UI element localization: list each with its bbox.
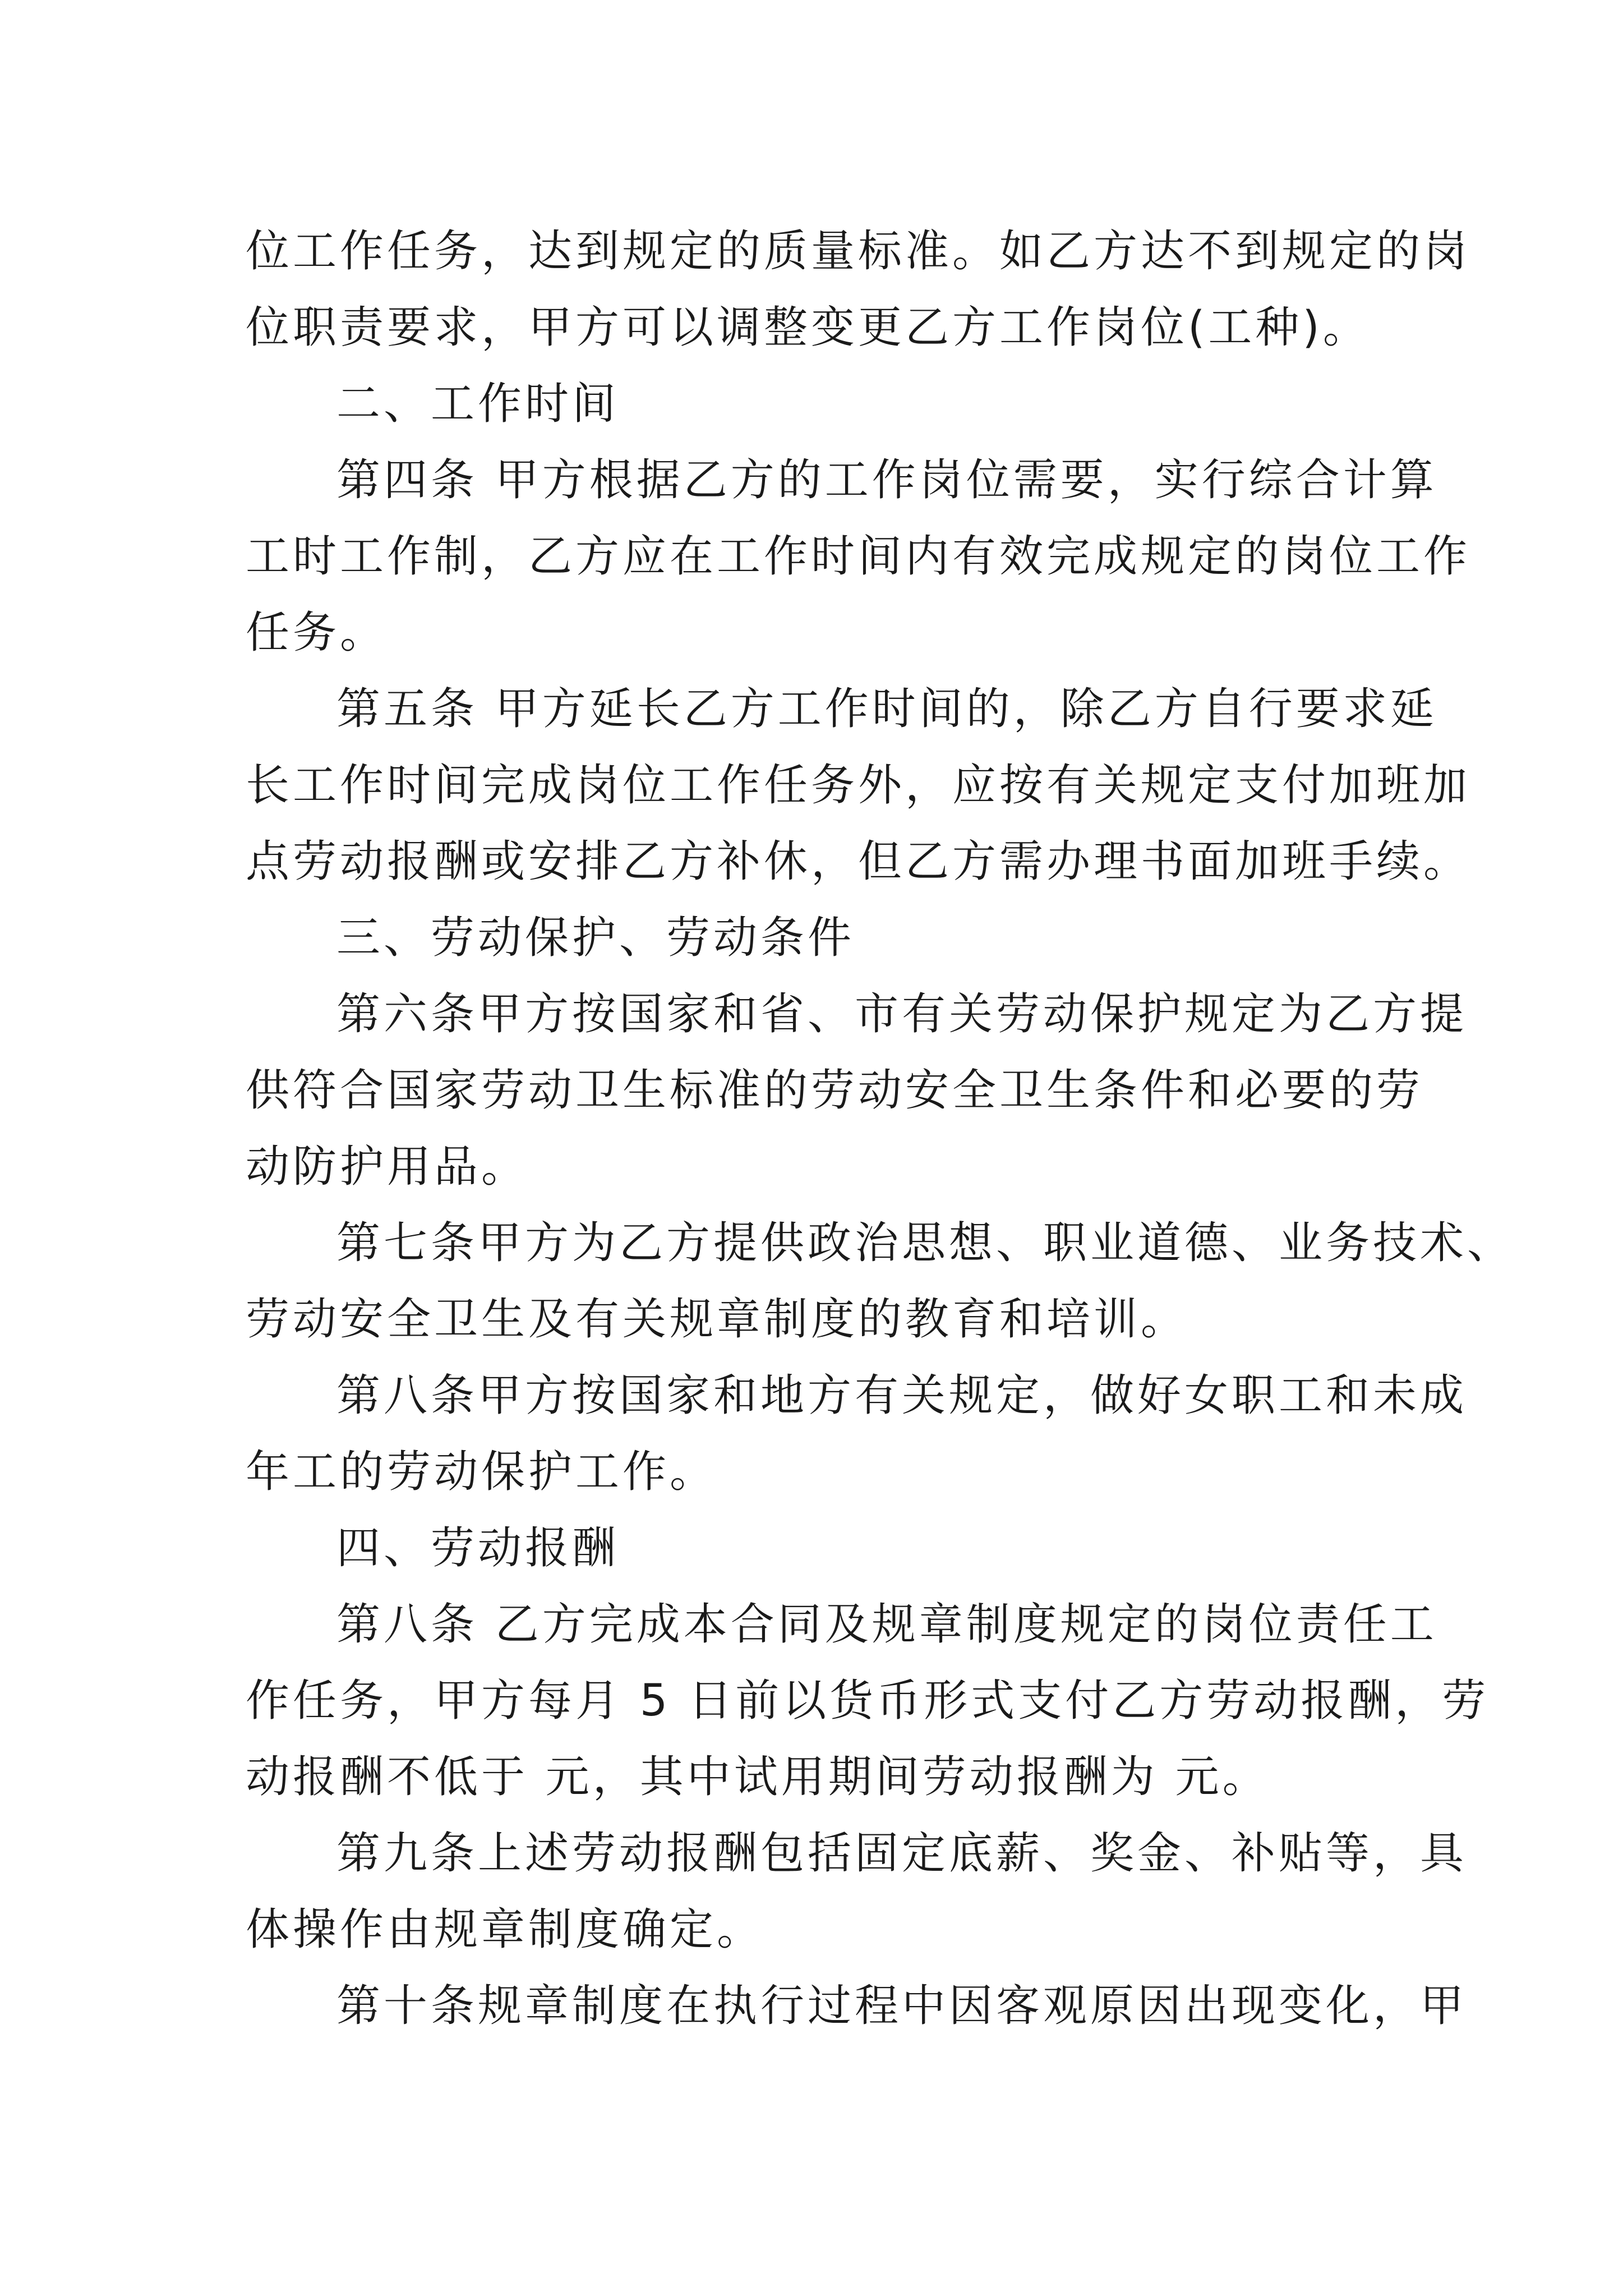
text-line: 第十条规章制度在执行过程中因客观原因出现变化，甲 bbox=[336, 1981, 1468, 2031]
text-line: 动防护用品。 bbox=[246, 1142, 529, 1192]
text-line: 第八条 乙方完成本合同及规章制度规定的岗位责任工 bbox=[336, 1599, 1437, 1650]
text-line: 长工作时间完成岗位工作任务外，应按有关规定支付加班加 bbox=[246, 760, 1471, 811]
text-line: 第六条甲方按国家和省、市有关劳动保护规定为乙方提 bbox=[336, 989, 1468, 1039]
text-line: 劳动安全卫生及有关规章制度的教育和培训。 bbox=[246, 1294, 1188, 1345]
section-heading: 四、劳动报酬 bbox=[336, 1523, 620, 1573]
text-line: 年工的劳动保护工作。 bbox=[246, 1447, 717, 1497]
text-line: 供符合国家劳动卫生标准的劳动安全卫生条件和必要的劳 bbox=[246, 1065, 1424, 1116]
text-line: 动报酬不低于 元，其中试用期间劳动报酬为 元。 bbox=[246, 1752, 1270, 1802]
text-line: 第七条甲方为乙方提供政治思想、职业道德、业务技术、 bbox=[336, 1218, 1515, 1268]
section-heading: 三、劳动保护、劳动条件 bbox=[336, 913, 855, 963]
text-line: 体操作由规章制度确定。 bbox=[246, 1904, 764, 1955]
text-line: 任务。 bbox=[246, 608, 388, 658]
text-line: 位职责要求，甲方可以调整变更乙方工作岗位(工种)。 bbox=[246, 302, 1370, 353]
text-line: 第八条甲方按国家和地方有关规定，做好女职工和未成 bbox=[336, 1370, 1468, 1421]
text-line: 作任务，甲方每月 5 日前以货币形式支付乙方劳动报酬，劳 bbox=[246, 1676, 1490, 1726]
text-line: 第五条 甲方延长乙方工作时间的，除乙方自行要求延 bbox=[336, 684, 1437, 734]
text-line: 点劳动报酬或安排乙方补休，但乙方需办理书面加班手续。 bbox=[246, 836, 1471, 887]
text-line: 第四条 甲方根据乙方的工作岗位需要，实行综合计算 bbox=[336, 455, 1437, 505]
text-line: 位工作任务，达到规定的质量标准。如乙方达不到规定的岗 bbox=[246, 226, 1471, 277]
document-body bbox=[246, 213, 1515, 2044]
section-heading: 二、工作时间 bbox=[336, 379, 620, 429]
text-line: 工时工作制，乙方应在工作时间内有效完成规定的岗位工作 bbox=[246, 531, 1471, 582]
text-line: 第九条上述劳动报酬包括固定底薪、奖金、补贴等，具 bbox=[336, 1828, 1468, 1879]
